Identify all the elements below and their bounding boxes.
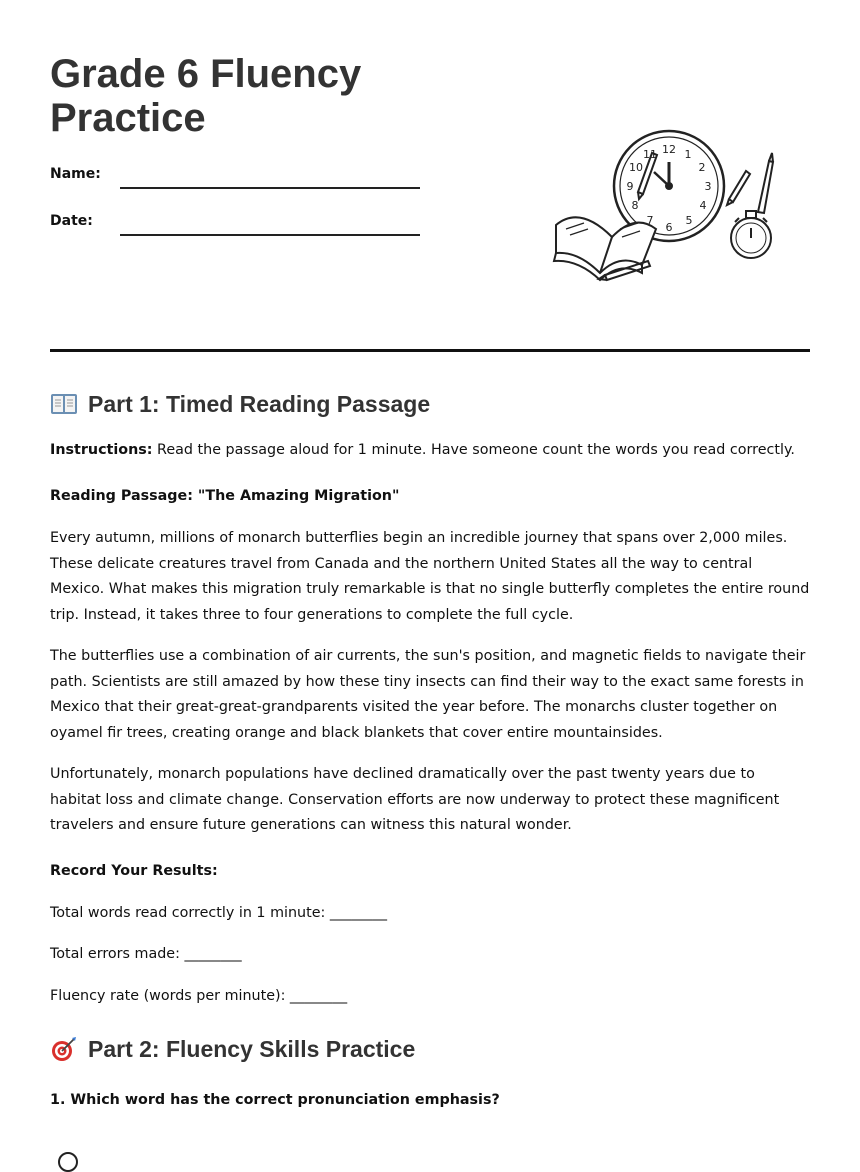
instructions-label: Instructions: [50,442,153,458]
open-book-icon [50,391,78,417]
page-title: Grade 6 Fluency Practice [50,52,362,140]
clock-illustration-svg [550,125,780,290]
clock-number-6: 6 [665,221,673,234]
result-errors: Total errors made: ________ [50,946,242,962]
clock-number-12: 12 [662,143,676,156]
passage-paragraph-2: The butterflies use a combination of air currents, the sun's position, and magnetic fields to navigate their path. Scientists are still amazed by how these tiny insects can find their way to the exact same forests in Mexico that their great-great-grandparents visited the year before. The monarchs cluster together on oyamel fir trees, creating orange and black blankets that cover entire mountainsides. [50,648,806,741]
passage-paragraph-1: Every autumn, millions of monarch butterflies begin an incredible journey that spans over 2,000 miles. These delicate creatures travel from Canada and the northern United States all the way to central Mexico. What makes this migration truly remarkable is that no single butterfly completes the entire round trip. Instead, it takes three to four generations to complete the full cycle. [50,530,810,623]
date-field[interactable] [120,234,420,236]
clock-number-1: 1 [684,148,692,161]
clock-number-3: 3 [704,180,712,193]
part2-heading [50,1034,415,1064]
part2-heading-text: Part 2: Fluency Skills Practice [88,1036,416,1062]
clock-number-10: 10 [629,161,643,174]
target-dart-icon [50,1036,78,1062]
clock-number-5: 5 [685,214,693,227]
passage-paragraph-3: Unfortunately, monarch populations have declined dramatically over the past twenty years due to habitat loss and climate change. Conservation efforts are now underway to protect these magnificent travelers and ensure future generations can witness this natural wonder. [50,766,780,833]
clock-number-9: 9 [626,180,634,193]
date-label: Date: [50,213,93,229]
clock-number-7: 7 [646,214,654,227]
instructions [50,438,810,464]
result-fluency-rate: Fluency rate (words per minute): ________ [50,988,348,1004]
result-words-correct: Total words read correctly in 1 minute: ________ [50,905,388,921]
results-heading: Record Your Results: [50,863,218,879]
clock-number-4: 4 [699,199,707,212]
passage-title: Reading Passage: "The Amazing Migration" [50,488,400,504]
name-label: Name: [50,166,101,182]
part1-heading-text: Part 1: Timed Reading Passage [88,391,431,417]
question-1: 1. Which word has the correct pronunciation emphasis? [50,1092,500,1108]
instructions-text: Read the passage aloud for 1 minute. Have someone count the words you read correctly. [152,442,795,458]
clock-number-8: 8 [631,199,639,212]
name-field[interactable] [120,187,420,189]
radio-button[interactable] [58,1152,78,1172]
question-1-option-a[interactable] [58,1152,78,1172]
clock-book-pencils-illustration [550,125,780,290]
clock-number-11: 11 [643,148,657,161]
part1-heading [50,389,430,419]
clock-number-2: 2 [698,161,706,174]
section-divider [50,349,810,352]
